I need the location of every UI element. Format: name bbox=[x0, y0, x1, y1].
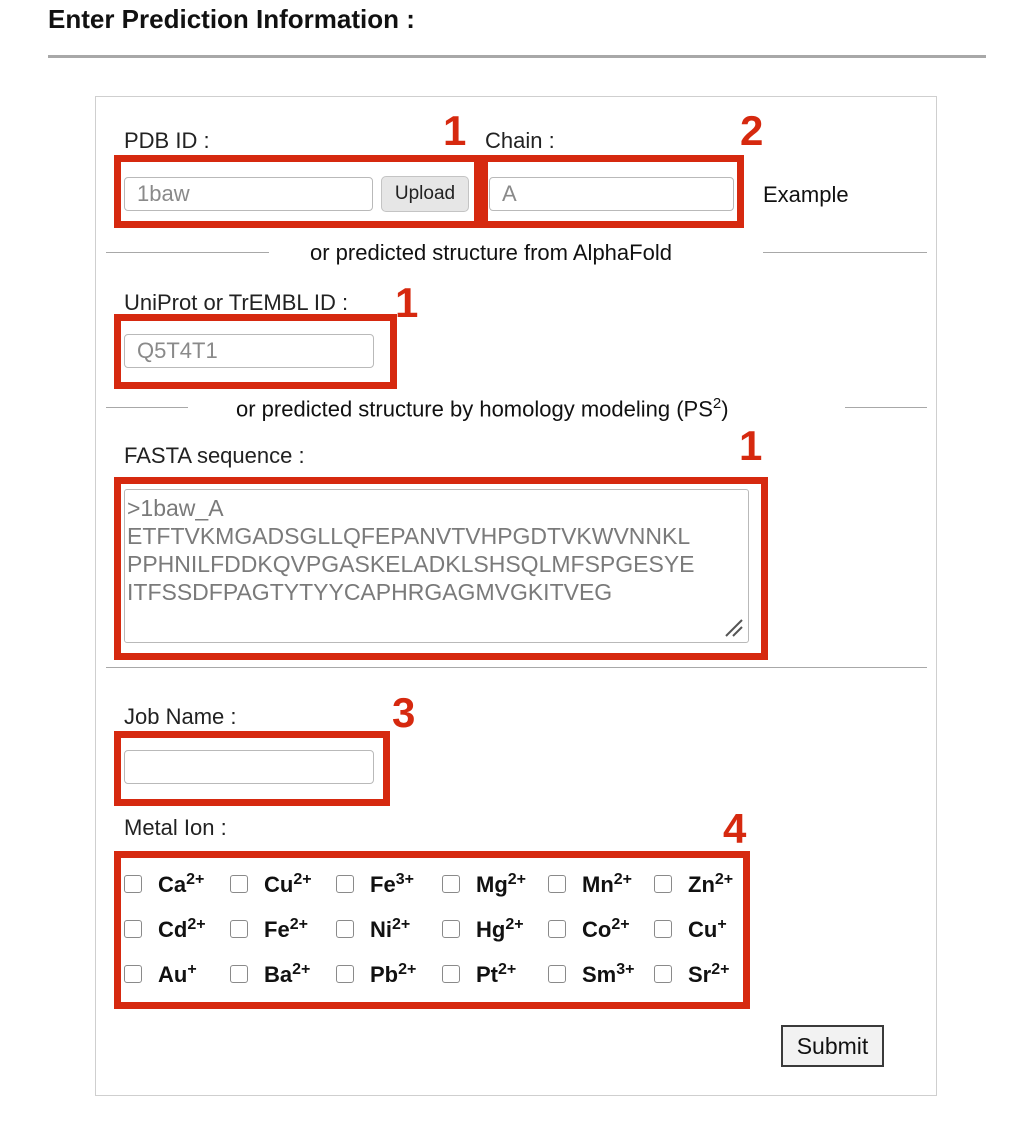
metal-ion-checkbox[interactable] bbox=[442, 875, 460, 893]
fasta-line: ETFTVKMGADSGLLQFEPANVTVHPGDTVKWVNNKL bbox=[127, 523, 691, 549]
metal-ion-element: Ba bbox=[264, 962, 293, 987]
resize-grip-icon[interactable] bbox=[722, 616, 744, 638]
step-marker-3-job: 3 bbox=[392, 689, 416, 736]
chain-input[interactable]: A bbox=[489, 177, 734, 211]
metal-ion-checkbox[interactable] bbox=[336, 965, 354, 983]
metal-ion-element: Fe bbox=[264, 917, 290, 942]
metal-ion-charge: + bbox=[187, 961, 197, 978]
metal-ion-name bbox=[158, 962, 197, 988]
metal-ion-name bbox=[158, 917, 206, 943]
pdb-id-input[interactable]: 1baw bbox=[124, 177, 373, 211]
job-name-label: Job Name : bbox=[124, 704, 237, 729]
metal-ion-charge: 2+ bbox=[186, 871, 205, 888]
metal-ion-charge: + bbox=[717, 916, 727, 933]
metal-ion-name bbox=[476, 962, 516, 988]
separator-left-alphafold bbox=[106, 252, 269, 253]
upload-button[interactable]: Upload bbox=[381, 176, 469, 212]
page-title: Enter Prediction Information : bbox=[48, 4, 415, 34]
metal-ion-element: Au bbox=[158, 962, 188, 987]
fasta-line: ITFSSDFPAGTYTYYCAPHRGAGMVGKITVEG bbox=[127, 579, 613, 605]
fasta-line: PPHNILFDDKQVPGASKELADKLSHSQLMFSPGESYE bbox=[127, 551, 695, 577]
step-marker-4-metal: 4 bbox=[723, 805, 747, 852]
homology-separator-close: ) bbox=[721, 396, 729, 422]
metal-ion-charge: 2+ bbox=[398, 961, 417, 978]
metal-ion-name bbox=[688, 917, 727, 943]
metal-ion-row bbox=[124, 956, 744, 996]
metal-ion-element: Cu bbox=[688, 917, 718, 942]
separator-right-alphafold bbox=[763, 252, 927, 253]
metal-ion-name bbox=[370, 962, 416, 988]
metal-ion-element: Pb bbox=[370, 962, 399, 987]
metal-ion-checkbox[interactable] bbox=[654, 965, 672, 983]
metal-ion-row bbox=[124, 866, 744, 906]
uniprot-input[interactable]: Q5T4T1 bbox=[124, 334, 374, 368]
metal-ion-charge: 2+ bbox=[505, 916, 524, 933]
metal-ion-name bbox=[264, 872, 312, 898]
metal-ion-checkbox[interactable] bbox=[442, 965, 460, 983]
separator-right-homology bbox=[845, 407, 927, 408]
fasta-line: >1baw_A bbox=[127, 495, 224, 521]
metal-ion-row bbox=[124, 911, 744, 951]
metal-ion-checkbox[interactable] bbox=[654, 875, 672, 893]
metal-ion-charge: 2+ bbox=[611, 916, 630, 933]
metal-ion-charge: 2+ bbox=[507, 871, 527, 888]
metal-ion-element: Ca bbox=[158, 872, 187, 897]
step-marker-1-fasta: 1 bbox=[739, 422, 763, 469]
metal-ion-name bbox=[158, 872, 204, 898]
metal-ion-name bbox=[688, 872, 733, 898]
metal-ion-checkbox[interactable] bbox=[230, 965, 248, 983]
uniprot-label: UniProt or TrEMBL ID : bbox=[124, 290, 349, 315]
metal-ion-charge: 2+ bbox=[187, 916, 206, 933]
homology-separator-superscript: 2 bbox=[712, 395, 722, 412]
metal-ion-name bbox=[582, 962, 635, 988]
metal-ion-name bbox=[582, 872, 632, 898]
metal-ion-checkbox[interactable] bbox=[124, 965, 142, 983]
metal-ion-element: Mg bbox=[476, 872, 508, 897]
metal-ion-checkbox[interactable] bbox=[548, 965, 566, 983]
section-divider bbox=[106, 667, 927, 668]
step-marker-2-chain: 2 bbox=[740, 107, 764, 154]
job-name-input[interactable] bbox=[124, 750, 374, 784]
step-marker-1-pdb: 1 bbox=[443, 107, 467, 154]
metal-ion-name bbox=[370, 872, 414, 898]
title-divider bbox=[48, 55, 986, 58]
step-marker-1-uniprot: 1 bbox=[395, 279, 419, 326]
pdb-id-label: PDB ID : bbox=[124, 128, 210, 153]
example-link[interactable]: Example bbox=[763, 182, 849, 207]
metal-ion-element: Pt bbox=[476, 962, 498, 987]
chain-label: Chain : bbox=[485, 128, 555, 153]
separator-left-homology bbox=[106, 407, 188, 408]
submit-button[interactable]: Submit bbox=[781, 1025, 884, 1067]
metal-ion-element: Zn bbox=[688, 872, 715, 897]
metal-ion-element: Cu bbox=[264, 872, 294, 897]
metal-ion-element: Sm bbox=[582, 962, 617, 987]
metal-ion-name bbox=[688, 962, 730, 988]
fasta-label: FASTA sequence : bbox=[124, 443, 305, 468]
metal-ion-element: Ni bbox=[370, 917, 392, 942]
metal-ion-checkbox[interactable] bbox=[654, 920, 672, 938]
fasta-textarea[interactable] bbox=[124, 489, 749, 643]
metal-ion-charge: 2+ bbox=[613, 871, 633, 888]
metal-ion-element: Cd bbox=[158, 917, 188, 942]
metal-ion-charge: 2+ bbox=[711, 961, 730, 978]
metal-ion-charge: 3+ bbox=[616, 961, 635, 978]
metal-ion-name bbox=[370, 917, 410, 943]
metal-ion-element: Hg bbox=[476, 917, 506, 942]
metal-ion-checkbox[interactable] bbox=[336, 920, 354, 938]
metal-ion-name bbox=[476, 917, 524, 943]
metal-ion-element: Co bbox=[582, 917, 612, 942]
homology-separator-text bbox=[236, 395, 729, 422]
metal-ion-charge: 2+ bbox=[498, 961, 517, 978]
metal-ion-checkbox[interactable] bbox=[548, 875, 566, 893]
metal-ion-charge: 2+ bbox=[392, 916, 411, 933]
metal-ion-charge: 2+ bbox=[293, 871, 312, 888]
metal-ion-name bbox=[582, 917, 630, 943]
metal-ion-charge: 2+ bbox=[292, 961, 311, 978]
metal-ion-name bbox=[264, 962, 310, 988]
metal-ion-checkbox[interactable] bbox=[124, 875, 142, 893]
metal-ion-charge: 2+ bbox=[714, 871, 734, 888]
metal-ion-element: Mn bbox=[582, 872, 614, 897]
metal-ion-checkbox[interactable] bbox=[124, 920, 142, 938]
metal-ion-checkbox[interactable] bbox=[548, 920, 566, 938]
metal-ion-checkbox[interactable] bbox=[442, 920, 460, 938]
metal-ion-element: Fe bbox=[370, 872, 396, 897]
metal-ion-charge: 3+ bbox=[395, 871, 414, 888]
homology-separator-main: or predicted structure by homology modeling (PS bbox=[236, 396, 713, 422]
metal-ion-checkbox[interactable] bbox=[336, 875, 354, 893]
alphafold-separator-text: or predicted structure from AlphaFold bbox=[310, 240, 672, 265]
metal-ion-checkbox[interactable] bbox=[230, 875, 248, 893]
metal-ion-charge: 2+ bbox=[289, 916, 308, 933]
metal-ion-checkbox[interactable] bbox=[230, 920, 248, 938]
metal-ion-label: Metal Ion : bbox=[124, 815, 227, 840]
metal-ion-name bbox=[264, 917, 308, 943]
metal-ion-element: Sr bbox=[688, 962, 712, 987]
metal-ion-name bbox=[476, 872, 526, 898]
